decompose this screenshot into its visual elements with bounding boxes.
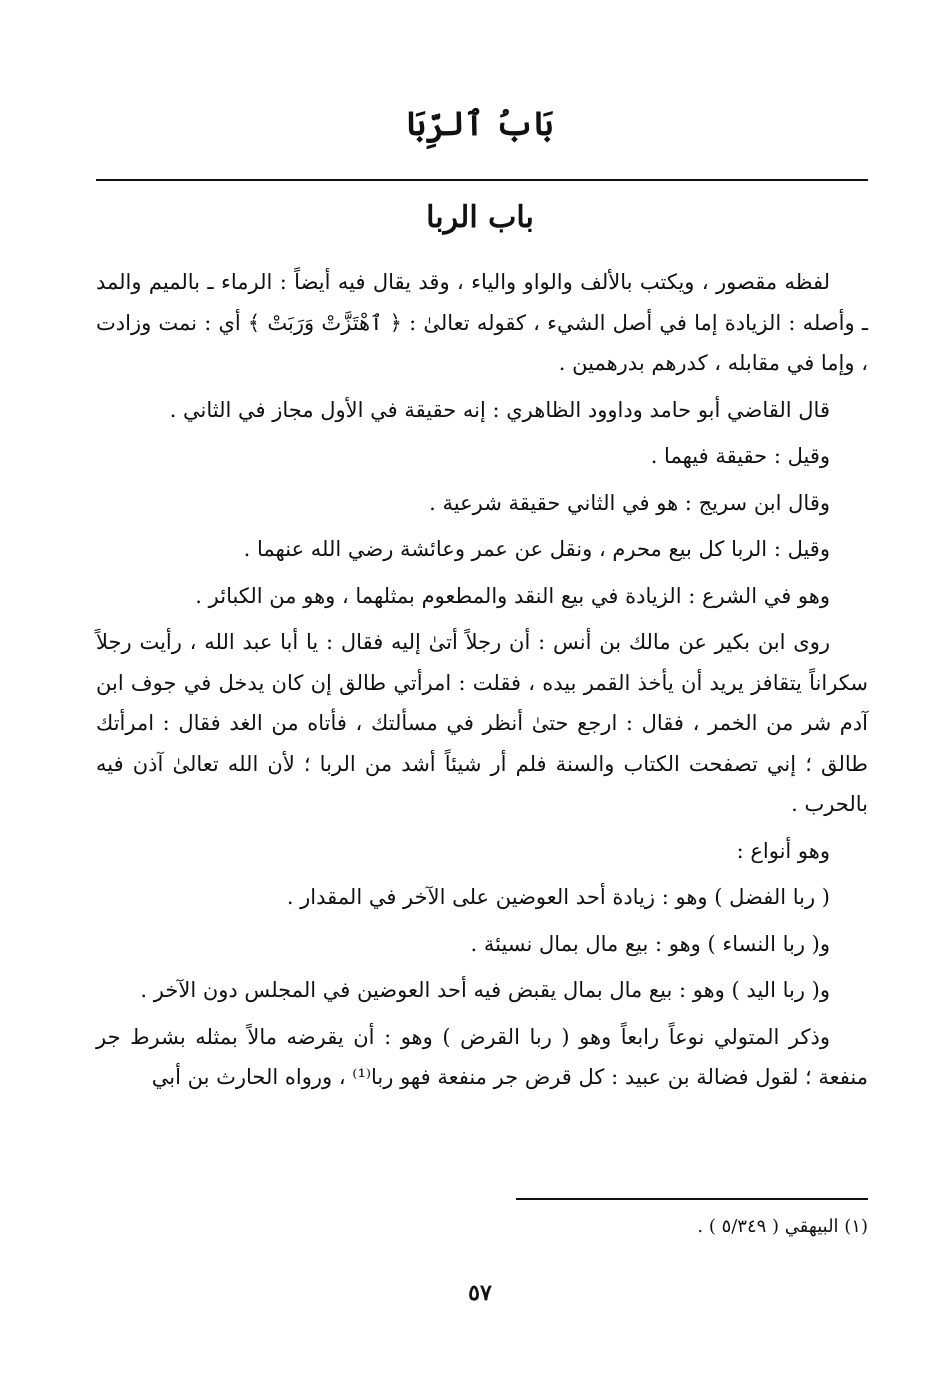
running-head: بَابُ ٱلرِّبَا bbox=[406, 104, 554, 143]
paragraph-7: روى ابن بكير عن مالك بن أنس : أن رجلاً أتىٰ إليه فقال : يا أبا عبد الله ، رأيت رجلاً سكراناً يتقافز يريد أن يأخذ القمر بيده ، فقلت : امرأتي طالق إن كان يدخل في جوف ابن آدم شر من الخمر ، فقال : ارجع حتىٰ أنظر في مسألتك ، فأتاه من الغد فقال : امرأتك طالق ؛ إني تصفحت الكتاب والسنة فلم أر شيئاً أشد من الربا ؛ لأن الله تعالىٰ آذن فيه بالحرب . bbox=[96, 630, 868, 816]
chapter-title: باب الربا bbox=[426, 200, 534, 235]
page-number: ٥٧ bbox=[468, 1280, 492, 1306]
paragraph-2: قال القاضي أبو حامد وداوود الظاهري : إنه حقيقة في الأول مجاز في الثاني . bbox=[169, 397, 830, 422]
paragraph-8: وهو أنواع : bbox=[736, 838, 830, 863]
header-rule bbox=[96, 179, 868, 181]
paragraph-11: و( ربا اليد ) وهو : بيع مال بمال يقبض فيه أحد العوضين في المجلس دون الآخر . bbox=[140, 978, 830, 1002]
paragraph-1: لفظه مقصور ، ويكتب بالألف والواو والياء ، وقد يقال فيه أيضاً : الرماء ـ بالميم والمد ـ وأصله : الزيادة إما في أصل الشيء ، كقوله تعالىٰ : ﴿ ٱهْتَزَّتْ وَرَبَتْ ﴾ أي : نمت وزادت ، وإما في مقابله ، كدرهم بدرهمين . bbox=[96, 270, 868, 375]
paragraph-5: وقيل : الربا كل بيع محرم ، ونقل عن عمر وعائشة رضي الله عنهما . bbox=[243, 537, 830, 561]
paragraph-3: وقيل : حقيقة فيهما . bbox=[650, 444, 830, 468]
footnote: (١) البيهقي ( ٥/٣٤٩ ) . bbox=[697, 1216, 868, 1237]
paragraph-4: وقال ابن سريج : هو في الثاني حقيقة شرعية . bbox=[429, 490, 830, 515]
body-text bbox=[96, 262, 868, 1104]
paragraph-6: وهو في الشرع : الزيادة في بيع النقد والمطعوم بمثلهما ، وهو من الكبائر . bbox=[195, 583, 830, 608]
paragraph-12: وذكر المتولي نوعاً رابعاً وهو ( ربا القرض ) وهو : أن يقرضه مالاً بمثله بشرط جر منفعة ؛ لقول فضالة بن عبيد : كل قرض جر منفعة فهو ربا⁽¹⁾ ، ورواه الحارث بن أبي bbox=[96, 1024, 868, 1089]
paragraph-10: و( ربا النساء ) وهو : بيع مال بمال نسيئة . bbox=[470, 931, 830, 956]
footnote-rule bbox=[516, 1198, 868, 1200]
paragraph-9: ( ربا الفضل ) وهو : زيادة أحد العوضين على الآخر في المقدار . bbox=[286, 885, 830, 909]
